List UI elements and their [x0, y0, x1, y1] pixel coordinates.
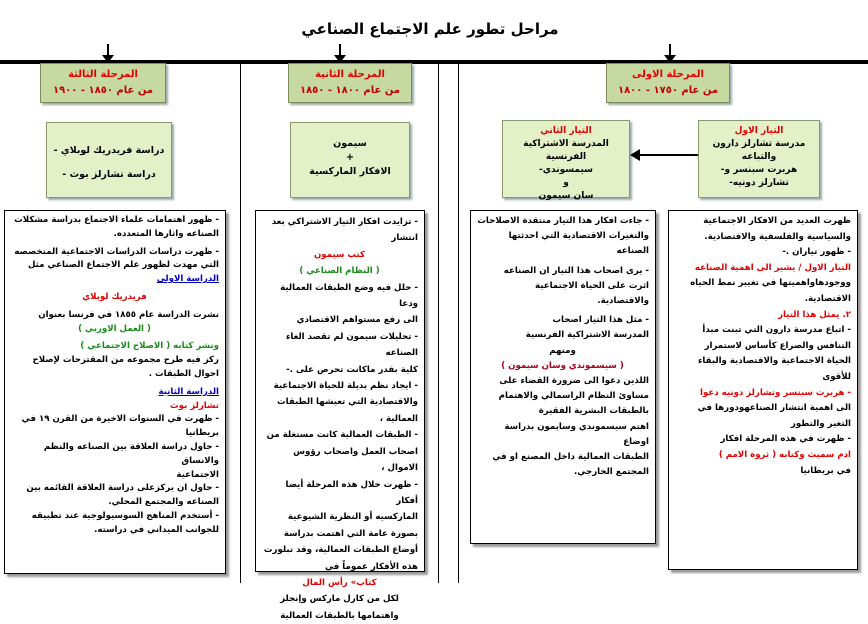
stage-2-dates: من عام ١٨٠٠ - ١٨٥٠ — [299, 85, 401, 96]
text-line: بريطانيا — [185, 428, 219, 439]
text-line: تشارلز بوث — [170, 400, 219, 411]
text-line: الحياة الاجتماعية والاقتصادية والبقاء — [698, 356, 851, 367]
text-line: الصناعه واثارها المتعدده. — [113, 228, 219, 239]
text-line: بالطبقات البشرية الفقيرة — [538, 406, 649, 417]
text-line: كتاب» رأس المال — [302, 577, 377, 588]
text-line: التنافس والصراع كأساس لاستمرار — [704, 340, 851, 351]
stage-2-box — [288, 63, 412, 103]
text-line: التيار الاول / يشير الى اهمية الصناعه — [694, 262, 851, 273]
text-line: للجوانب الميداني في دراسته. — [94, 524, 219, 535]
text-line: الاقتصادية. — [804, 293, 851, 304]
text-line: ونشر كتابه ( الاصلاح الاجتماعي ) — [80, 341, 219, 352]
text-line: - ظهور تياران .- — [782, 247, 851, 258]
stage-1-current-1-details — [668, 210, 858, 570]
text-line: الاجتماعية — [176, 469, 219, 480]
text-line: - ظهرت دراسات الدراسات الاجتماعية المتخصصه — [14, 246, 219, 257]
text-line: - يرى اصحاب هذا التيار ان الصناعه — [503, 265, 649, 276]
second-current-box — [502, 120, 630, 201]
stage-2-topic: سيمون — [333, 138, 367, 149]
text-line: - اتباع مدرسة دارون التي تبنت مبدأ — [702, 325, 851, 336]
text-line: - حلل فيه وضع الطبقات العمالية ودعا — [280, 282, 418, 310]
first-current-line: والتباعه — [741, 152, 777, 162]
stage-1-name: المرحلة الاولى — [632, 69, 704, 80]
text-line: للأقوى — [822, 371, 851, 382]
text-line: كلية بقدر ماكانت تحرص على .- — [286, 364, 418, 375]
stage-3-topic: - دراسة تشارلز بوث — [62, 169, 156, 180]
text-line: - ايجاد نظم بديلة للحياة الاجتماعية — [273, 381, 418, 392]
text-line: - جاءت افكار هذا التيار منتقدة الاصلاحات — [477, 216, 649, 226]
text-line: اهتم سيسموندي وسايمون بدراسة اوضاع — [504, 421, 649, 447]
text-line: ومنهم — [549, 345, 576, 356]
text-line: ظهرت العديد من الافكار الاجتماعية — [703, 216, 851, 226]
second-current-line: و — [563, 178, 569, 188]
stage-2-details — [255, 210, 425, 621]
text-line: والاقتصادية. — [597, 296, 649, 307]
text-line: ركز فيه طرح مجموعه من المقترحات لإصلاح — [32, 355, 219, 366]
text-line: - ظهرت في السنوات الاخيرة من القرن ١٩ في — [21, 414, 219, 425]
text-line: اللذين دعوا الى ضرورة القضاء على — [499, 376, 649, 387]
stage-1-current-2-details — [470, 210, 656, 544]
text-line: - ظهرت خلال هذه المرحلة أيضا أفكار — [285, 479, 418, 506]
first-current-box — [698, 120, 820, 198]
stage-2-name: المرحلة الثانية — [315, 69, 385, 80]
text-line: هذه الأفكار عموماً في — [324, 561, 418, 572]
text-line: بصورة عامة التي اهتمت بدراسة — [283, 528, 418, 539]
text-line: العمالية ، — [379, 413, 418, 424]
text-line: - تزايدت افكار التيار الاشتراكي بعد انتشار — [271, 217, 418, 244]
text-line: - ظهرت في هذه المرحلة افكار — [720, 434, 851, 445]
text-line: - حاول ان يركزعلى دراسة العلاقة القائمه بين — [26, 483, 219, 494]
text-line: الى اهمية انتشار الصناعهودورها في — [697, 403, 851, 414]
text-line: - أستخدم المناهج السوسيولوجية عند تطبيقه — [31, 510, 219, 521]
text-line: التغير والتطور — [790, 418, 851, 429]
down-arrow-icon — [102, 44, 114, 64]
first-current-line: -هربرت سبنسر و — [720, 165, 798, 175]
text-line: الاموال ، — [381, 463, 418, 474]
stage-2-topic: الافكار الماركسية — [309, 166, 391, 177]
text-line: فريدريك لوبلاي — [82, 291, 147, 302]
text-line: - تحليلات سيمون لم تقصد الغاء الصناعه — [285, 331, 418, 359]
text-line: - الطبقات العمالية كانت مستغلة من — [266, 430, 418, 441]
text-line: - هربرت سبنسر وتشارلز دونيه دعوا — [700, 387, 851, 398]
down-arrow-icon — [334, 44, 346, 64]
text-line: الى رفع مستواهم الاقتصادي — [296, 315, 418, 326]
text-line: في بريطانيا — [800, 465, 851, 476]
text-line: الطبقات العمالية داخل المصنع او في — [492, 452, 649, 463]
text-line: المدرسة الاشتراكية الفرنسية — [525, 330, 649, 341]
text-line: ( النظام الصناعي ) — [299, 266, 380, 277]
stage-3-name: المرحلة الثالثة — [68, 69, 138, 80]
second-current-line: المدرسة الاشتراكية الفرنسية — [523, 139, 609, 162]
first-current-line: -تشارلز دونيه — [729, 178, 789, 188]
column-divider — [240, 62, 241, 583]
text-line: التي مهدت لظهور علم الاجتماع الصناعي مثل — [28, 260, 219, 271]
text-line: الماركسيه أو النظرية الشيوعية — [287, 512, 418, 523]
text-line: والاقتصادية التي تعيشها الطبقات — [276, 397, 418, 408]
text-line: أوضاع الطبقات العمالية، وقد تبلورت — [263, 545, 418, 556]
text-line: - حاول دراسة العلاقة بين الصناعه والنظم والانساق — [43, 441, 219, 466]
stage-1-box — [606, 63, 730, 103]
text-line: لكل من كارل ماركس وإنجلز — [280, 594, 399, 605]
stage-2-topic: + — [346, 152, 354, 163]
text-line: الدراسة الاولى — [156, 274, 219, 285]
stage-3-box — [40, 63, 166, 103]
text-line: نشرت الدراسة عام ١٨٥٥ في فرنسا بعنوان — [38, 309, 219, 320]
stage-3-topics-box — [46, 122, 172, 198]
text-line: الصناعه — [616, 246, 649, 257]
text-line: - مثل هذا التيار اصحاب — [552, 315, 649, 326]
page-title: مراحل تطور علم الاجتماع الصناعي — [301, 20, 559, 38]
text-line: - ظهور اهتمامات علماء الاجتماع بدراسة مشكلات — [14, 215, 219, 225]
text-line: المجتمع الخارجي. — [574, 467, 649, 478]
second-current-label: التيار الثاني — [540, 126, 592, 136]
text-line: ووجودهاواهميتها في تغيير نمط الحياه — [690, 278, 851, 289]
second-current-line: -سيمسوندي — [539, 165, 593, 175]
column-divider — [458, 62, 459, 583]
text-line: ( سيسموندي وسان سيمون ) — [501, 360, 624, 371]
second-current-line: سان سيمون — [538, 191, 594, 201]
column-divider — [438, 62, 439, 583]
text-line: احوال الطبقات . — [148, 368, 219, 379]
text-line: والتغيرات الاقتصادية التي احدثتها — [508, 231, 649, 242]
text-line: اصحاب العمل واصحاب رؤوس — [293, 446, 418, 457]
stage-1-dates: من عام ١٧٥٠ - ١٨٠٠ — [617, 85, 719, 96]
text-line: اثرت على الحياة الاجتماعية — [534, 280, 649, 291]
left-arrow-icon — [630, 148, 698, 162]
down-arrow-icon — [664, 44, 676, 64]
text-line: ٢. يمثل هذا التيار — [778, 309, 851, 320]
text-line: الدراسة الثانية — [158, 386, 219, 397]
text-line: واهتمامها بالطبقات العمالية — [280, 610, 399, 621]
text-line: ( العمل الاوربي ) — [78, 323, 151, 334]
text-line: مساوئ النظام الراسمالي والاهتمام — [498, 391, 649, 402]
stage-3-details — [4, 210, 226, 574]
stage-2-topics-box — [290, 122, 410, 198]
first-current-line: مدرسة تشارلز دارون — [712, 139, 806, 149]
first-current-label: التيار الاول — [734, 126, 784, 136]
text-line: كتب سيمون — [313, 249, 366, 260]
text-line: الصناعه والمجتمع المحلي. — [108, 497, 219, 508]
stage-3-topic: - دراسة فريدريك لوبلاي — [53, 145, 165, 156]
text-line: ادم سميث وكتابه ( ثروة الامم ) — [718, 449, 851, 460]
text-line: والسياسية والفلسفية والاقتصادية. — [704, 231, 851, 242]
stage-3-dates: من عام ١٨٥٠ - ١٩٠٠ — [52, 85, 154, 96]
